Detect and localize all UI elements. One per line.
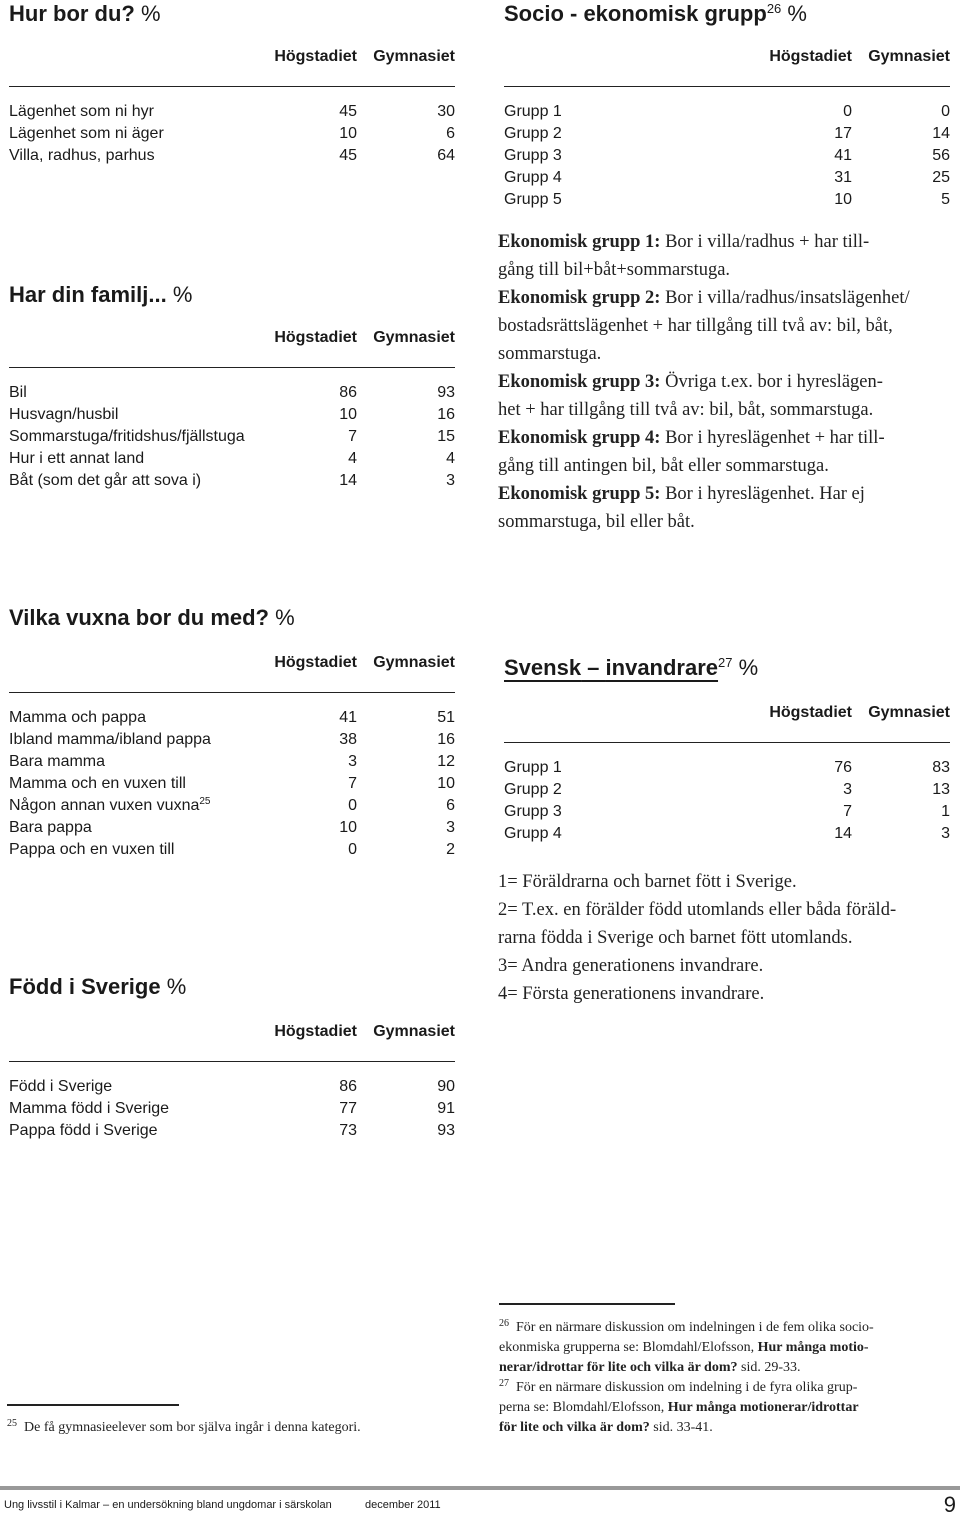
header-rule [9,692,455,693]
page-number: 9 [943,1492,956,1517]
group-term: Ekonomisk grupp 4: [498,428,661,448]
value-gymnasiet: 93 [437,1122,455,1139]
value-gymnasiet: 5 [941,191,950,208]
section-title-text: Vilka vuxna bor du med? [9,605,269,630]
value-gymnasiet: 6 [446,797,455,814]
value-gymnasiet: 12 [437,753,455,770]
header-rule [504,742,950,743]
section-title [9,0,455,28]
group-text: Bor i hyreslägenhet + har till- [665,428,885,448]
footnote-number: 26 [499,1318,509,1329]
value-gymnasiet: 51 [437,709,455,726]
column-headers [9,1023,455,1045]
col-header-gymnasiet: Gymnasiet [868,704,950,721]
table-row [504,101,950,123]
footnote-text: sid. 33-41. [653,1420,713,1435]
group-text: Bor i hyreslägenhet. Har ej [665,484,865,504]
row-label: Mamma född i Sverige [9,1100,170,1117]
value-hogstadiet: 77 [339,1100,357,1117]
table-row [9,123,455,145]
footnote-book-title: Hur många motio- [757,1340,869,1355]
row-label: Villa, radhus, parhus [9,147,155,164]
title-part-b: invandrare [605,655,719,680]
value-gymnasiet: 30 [437,103,455,120]
footnote-book-title: nerar/idrottar för lite och vilka är dom? [499,1360,738,1375]
table-row [9,470,455,492]
table-row [504,145,950,167]
socio-section [504,0,950,211]
table-row [9,101,455,123]
group-term: Ekonomisk grupp 2: [498,288,661,308]
value-hogstadiet: 0 [348,841,357,858]
row-label: Lägenhet som ni äger [9,125,164,142]
value-hogstadiet: 17 [834,125,852,142]
percent-sign: % [141,1,161,26]
col-header-gymnasiet: Gymnasiet [373,1023,455,1040]
value-hogstadiet: 73 [339,1122,357,1139]
note-line: 3= Andra generationens invandrare. [498,956,764,976]
row-label: Grupp 1 [504,103,562,120]
percent-sign: % [166,974,187,999]
table-row [9,448,455,470]
footnote-text: ekonmiska grupperna se: Blomdahl/Elofsson, [499,1340,755,1355]
table-row [9,404,455,426]
footnote-divider [499,1303,675,1305]
value-hogstadiet: 10 [339,406,357,423]
group-text: Övriga t.ex. bor i hyreslägen- [665,372,883,392]
table-row [9,707,455,729]
group-text: Bor i villa/radhus + har till- [665,232,870,252]
footnote-text: De få gymnasieelever som bor själva ingår i denna kategori. [24,1420,361,1435]
footnote-text: För en närmare diskussion om indelningen i de fem olika socio- [516,1320,874,1335]
value-hogstadiet: 14 [834,825,852,842]
row-label: Grupp 2 [504,125,562,142]
row-label: Pappa född i Sverige [9,1122,158,1139]
table-row [9,145,455,167]
section-title [504,654,950,682]
row-label: Bil [9,384,27,401]
section-title-text: Svensk – invandrare [504,655,719,680]
page-footer [0,1486,960,1517]
footer-publication: Ung livsstil i Kalmar – en undersökning bland ungdomar i särskolan [4,1499,332,1511]
value-hogstadiet: 41 [834,147,852,164]
row-label [9,795,211,817]
percent-sign: % [275,605,295,630]
value-hogstadiet: 41 [339,709,357,726]
value-hogstadiet: 0 [843,103,852,120]
table-row [9,1120,455,1142]
value-gymnasiet: 3 [446,472,455,489]
footnote-line [499,1318,959,1338]
svensk-section [504,654,950,845]
value-hogstadiet: 76 [834,759,852,776]
row-label-text: Någon annan vuxen vuxna [9,797,200,814]
note-line: 2= T.ex. en förälder född utomlands eller båda föräld- [498,900,897,920]
table-row [9,1098,455,1120]
column-headers [9,654,455,676]
group-text: gång till antingen bil, båt eller sommarstuga. [498,456,829,476]
value-gymnasiet: 56 [932,147,950,164]
group-text: sommarstuga, bil eller båt. [498,512,695,532]
value-hogstadiet: 10 [834,191,852,208]
value-hogstadiet: 45 [339,103,357,120]
note-line: 4= Första generationens invandrare. [498,984,765,1004]
header-rule [504,86,950,87]
row-label: Bara mamma [9,753,106,770]
table-row [9,751,455,773]
percent-sign: % [787,1,807,26]
footnote-book-title: för lite och vilka är dom? [499,1420,650,1435]
value-hogstadiet: 7 [348,428,357,445]
note-line: rarna födda i Sverige och barnet fött utomlands. [498,928,853,948]
section-title-text: Hur bor du? [9,1,135,26]
value-hogstadiet: 14 [339,472,357,489]
row-label: Grupp 2 [504,781,562,798]
value-gymnasiet: 64 [437,147,455,164]
footnote-26 [499,1318,959,1378]
value-hogstadiet: 0 [348,797,357,814]
value-gymnasiet: 4 [446,450,455,467]
group-descriptions [498,228,954,536]
title-part-a: Svensk [504,655,582,680]
table-row [504,123,950,145]
group-term: Ekonomisk grupp 5: [498,484,661,504]
table-row [504,189,950,211]
value-gymnasiet: 3 [941,825,950,842]
row-label: Grupp 4 [504,169,562,186]
section-title [9,604,455,632]
col-header-hogstadiet: Högstadiet [274,654,357,671]
value-hogstadiet: 10 [339,125,357,142]
value-gymnasiet: 1 [941,803,950,820]
value-hogstadiet: 45 [339,147,357,164]
col-header-hogstadiet: Högstadiet [274,48,357,65]
value-gymnasiet: 0 [941,103,950,120]
value-gymnasiet: 14 [932,125,950,142]
value-gymnasiet: 83 [932,759,950,776]
row-label: Hur i ett annat land [9,450,145,467]
group-text: Bor i villa/radhus/insatslägenhet/ [665,288,910,308]
table-row [9,426,455,448]
section-title-text: Socio - ekonomisk grupp [504,1,767,26]
table-row [9,795,455,817]
column-headers [9,48,455,70]
value-gymnasiet: 10 [437,775,455,792]
row-label: Grupp 3 [504,147,562,164]
percent-sign: % [172,282,193,307]
row-label: Bara pappa [9,819,92,836]
table-row [9,729,455,751]
footnote-line [499,1338,959,1358]
fodd-section [9,973,455,1142]
col-header-hogstadiet: Högstadiet [274,329,357,346]
table-row [9,839,455,861]
row-label: Lägenhet som ni hyr [9,103,154,120]
value-gymnasiet: 13 [932,781,950,798]
table-row [504,757,950,779]
value-gymnasiet: 90 [437,1078,455,1095]
row-label: Pappa och en vuxen till [9,841,175,858]
col-header-gymnasiet: Gymnasiet [373,329,455,346]
table-row [9,1076,455,1098]
value-hogstadiet: 4 [348,450,357,467]
group-text: bostadsrättslägenhet + har tillgång till två av: bil, båt, [498,316,893,336]
row-label: Båt (som det går att sova i) [9,472,202,489]
value-gymnasiet: 6 [446,125,455,142]
row-label: Sommarstuga/fritidshus/fjällstuga [9,428,245,445]
vuxna-section [9,604,455,861]
table-row [504,779,950,801]
row-label: Ibland mamma/ibland pappa [9,731,211,748]
col-header-hogstadiet: Högstadiet [274,1023,357,1040]
column-headers [504,704,950,726]
group-text: gång till bil+båt+sommarstuga. [498,260,731,280]
value-gymnasiet: 2 [446,841,455,858]
section-title-text: Har din familj... [9,282,167,307]
group-term: Ekonomisk grupp 3: [498,372,661,392]
section-title-text: Född i Sverige [9,974,161,999]
footnote-25 [7,1418,467,1438]
familj-section [9,281,455,492]
value-hogstadiet: 3 [348,753,357,770]
column-headers [9,329,455,351]
value-hogstadiet: 10 [339,819,357,836]
group-text: sommarstuga. [498,344,602,364]
group-term: Ekonomisk grupp 1: [498,232,661,252]
hur-bor-section [9,0,455,167]
header-rule [9,1061,455,1062]
value-hogstadiet: 86 [339,384,357,401]
group-text: het + har tillgång till två av: bil, båt, sommarstuga. [498,400,874,420]
value-gymnasiet: 15 [437,428,455,445]
value-gymnasiet: 16 [437,731,455,748]
footnote-divider [7,1404,179,1406]
row-label: Husvagn/husbil [9,406,119,423]
row-label: Grupp 3 [504,803,562,820]
value-gymnasiet: 3 [446,819,455,836]
row-label: Mamma och pappa [9,709,146,726]
value-hogstadiet: 3 [843,781,852,798]
percent-sign: % [738,655,759,680]
table-row [9,382,455,404]
table-row [504,823,950,845]
footnote-ref: 26 [766,1,782,16]
row-label: Född i Sverige [9,1078,113,1095]
value-hogstadiet: 86 [339,1078,357,1095]
value-gymnasiet: 25 [932,169,950,186]
table-row [9,773,455,795]
col-header-gymnasiet: Gymnasiet [868,48,950,65]
row-label: Grupp 1 [504,759,562,776]
row-label: Grupp 5 [504,191,562,208]
footnote-27 [499,1378,959,1438]
table-row [504,801,950,823]
col-header-gymnasiet: Gymnasiet [373,48,455,65]
section-title [9,973,455,1001]
group-description [498,368,954,424]
footnote-text: För en närmare diskussion om indelning i de fyra olika grup- [516,1380,858,1395]
footnote-text: perna se: Blomdahl/Elofsson, [499,1400,665,1415]
footnote-ref: 25 [199,796,211,807]
column-headers [504,48,950,70]
col-header-hogstadiet: Högstadiet [769,48,852,65]
value-hogstadiet: 7 [843,803,852,820]
section-title [504,0,950,28]
value-gymnasiet: 91 [437,1100,455,1117]
value-gymnasiet: 93 [437,384,455,401]
footnote-number: 27 [499,1378,509,1389]
footnote-line [499,1378,959,1398]
col-header-gymnasiet: Gymnasiet [373,654,455,671]
group-description [498,228,954,284]
header-rule [9,86,455,87]
footnote-number: 25 [7,1418,17,1429]
value-hogstadiet: 38 [339,731,357,748]
footnote-text: sid. 29-33. [741,1360,801,1375]
note-line: 1= Föräldrarna och barnet fött i Sverige. [498,872,797,892]
footnote-line [499,1418,959,1438]
footnote-ref: 27 [718,655,733,670]
svensk-notes [498,868,954,1008]
footnote-line [499,1358,959,1378]
col-header-hogstadiet: Högstadiet [769,704,852,721]
value-hogstadiet: 31 [834,169,852,186]
value-gymnasiet: 16 [437,406,455,423]
footer-date: december 2011 [365,1499,441,1511]
group-description [498,480,954,536]
table-row [504,167,950,189]
header-rule [9,367,455,368]
group-description [498,424,954,480]
footnote-line [499,1398,959,1418]
value-hogstadiet: 7 [348,775,357,792]
footnote-book-title: Hur många motionerar/idrottar [667,1400,859,1415]
group-description [498,284,954,368]
row-label: Mamma och en vuxen till [9,775,186,792]
table-row [9,817,455,839]
row-label: Grupp 4 [504,825,562,842]
section-title [9,281,455,309]
